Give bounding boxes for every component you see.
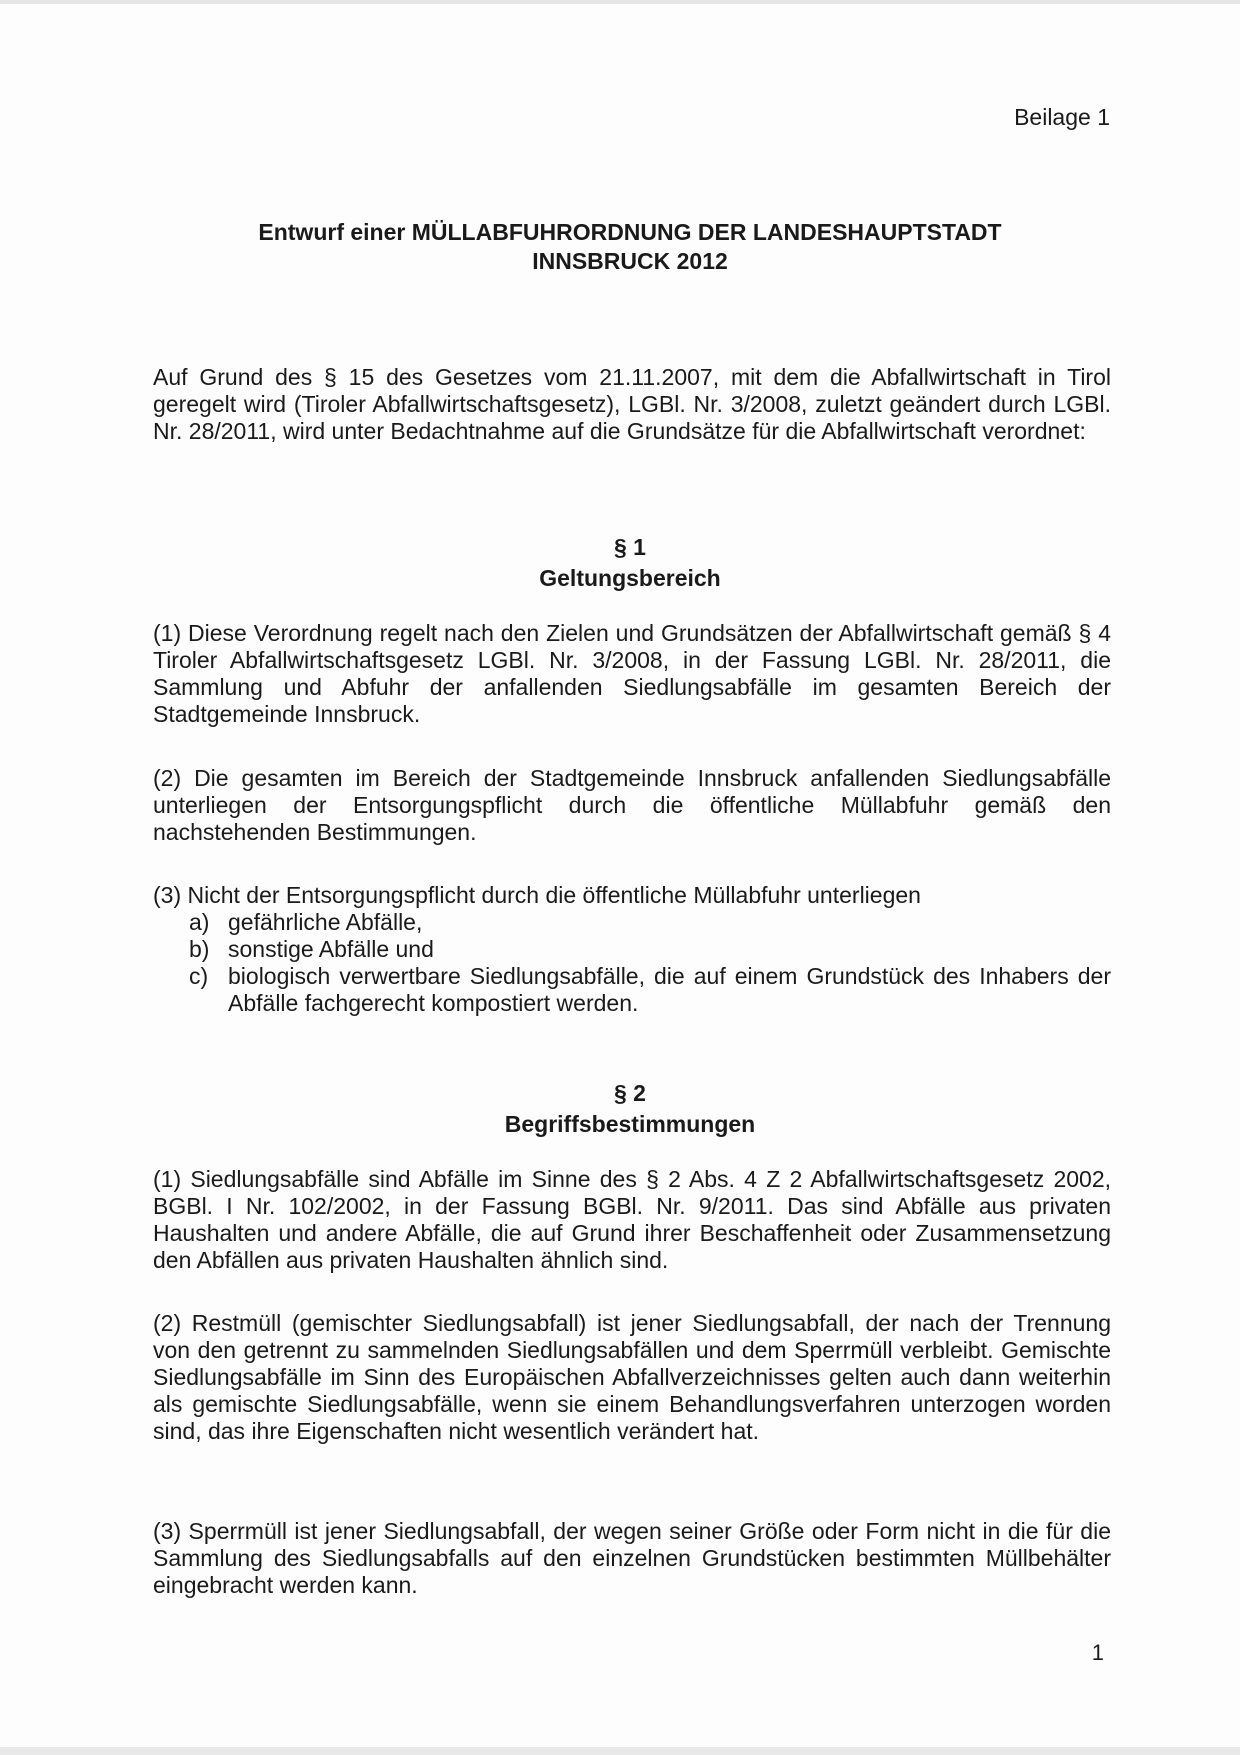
section-2-heading [150, 1078, 1110, 1140]
list-letter: a) [189, 909, 210, 935]
list-letter: b) [189, 936, 210, 962]
scan-edge-bottom [0, 1747, 1240, 1755]
section-number: § 1 [614, 534, 646, 560]
section-1-paragraph-3 [153, 882, 1111, 1017]
section-2-paragraph-1: (1) Siedlungsabfälle sind Abfälle im Sinne des § 2 Abs. 4 Z 2 Abfallwirtschaftsgesetz 2002, BGBl. I Nr. 102/2002, in der Fassung BGBl. Nr. 9/2011. Das sind Abfälle aus privaten Haushalten und andere Abfälle, die auf Grund ihrer Beschaffenheit oder Zusammensetzung den Abfällen aus privaten Haushalten ähnlich sind. [153, 1166, 1111, 1273]
section-2-paragraph-2: (2) Restmüll (gemischter Siedlungsabfall) ist jener Siedlungsabfall, der nach der Trennung von den getrennt zu sammelnden Siedlungsabfällen und dem Sperrmüll verbleibt. Gemischte Siedlungsabfälle im Sinn des Europäischen Abfallverzeichnisses gelten auch dann weiterhin als gemischte Siedlungsabfälle, wenn sie einem Behandlungsverfahren unterzogen worden sind, das ihre Eigenschaften nicht wesentlich verändert hat. [153, 1310, 1111, 1444]
document-title [150, 218, 1110, 276]
list-item [153, 963, 1111, 1017]
section-title: Begriffsbestimmungen [504, 1111, 756, 1137]
section-title: Geltungsbereich [539, 565, 721, 591]
title-line-1: Entwurf einer MÜLLABFUHRORDNUNG DER LANDESHAUPTSTADT [258, 219, 1002, 245]
list-letter: c) [189, 963, 209, 989]
attachment-label: Beilage 1 [1014, 104, 1110, 130]
paragraph-intro: (3) Nicht der Entsorgungspflicht durch die öffentliche Müllabfuhr unterliegen [153, 882, 921, 908]
section-2-paragraph-3: (3) Sperrmüll ist jener Siedlungsabfall, der wegen seiner Größe oder Form nicht in die für die Sammlung des Siedlungsabfalls auf den einzelnen Grundstücken bestimmten Müllbehälter eingebracht werden kann. [153, 1518, 1111, 1598]
list-item [153, 909, 1111, 936]
list-text: sonstige Abfälle und [228, 936, 434, 962]
section-1-paragraph-2: (2) Die gesamten im Bereich der Stadtgemeinde Innsbruck anfallenden Siedlungsabfälle unterliegen der Entsorgungspflicht durch die öffentliche Müllabfuhr gemäß den nachstehenden Bestimmungen. [153, 765, 1111, 845]
list-text: biologisch verwertbare Siedlungsabfälle, die auf einem Grundstück des Inhabers der Abfälle fachgerecht kompostiert werden. [228, 963, 1111, 1016]
list-item [153, 936, 1111, 963]
scan-edge-top [0, 0, 1240, 4]
preamble: Auf Grund des § 15 des Gesetzes vom 21.11.2007, mit dem die Abfallwirtschaft in Tirol geregelt wird (Tiroler Abfallwirtschaftsgesetz), LGBl. Nr. 3/2008, zuletzt geändert durch LGBl. Nr. 28/2011, wird unter Bedachtnahme auf die Grundsätze für die Abfallwirtschaft verordnet: [153, 364, 1111, 444]
list-text: gefährliche Abfälle, [228, 909, 423, 935]
section-1-paragraph-1: (1) Diese Verordnung regelt nach den Zielen und Grundsätzen der Abfallwirtschaft gemäß § 4 Tiroler Abfallwirtschaftsgesetz LGBl. Nr. 3/2008, in der Fassung LGBl. Nr. 28/2011, die Sammlung und Abfuhr der anfallenden Siedlungsabfälle im gesamten Bereich der Stadtgemeinde Innsbruck. [153, 620, 1111, 727]
title-line-2: INNSBRUCK 2012 [532, 248, 728, 274]
page-number: 1 [1091, 1640, 1104, 1665]
section-number: § 2 [614, 1080, 646, 1106]
section-1-heading [150, 532, 1110, 594]
